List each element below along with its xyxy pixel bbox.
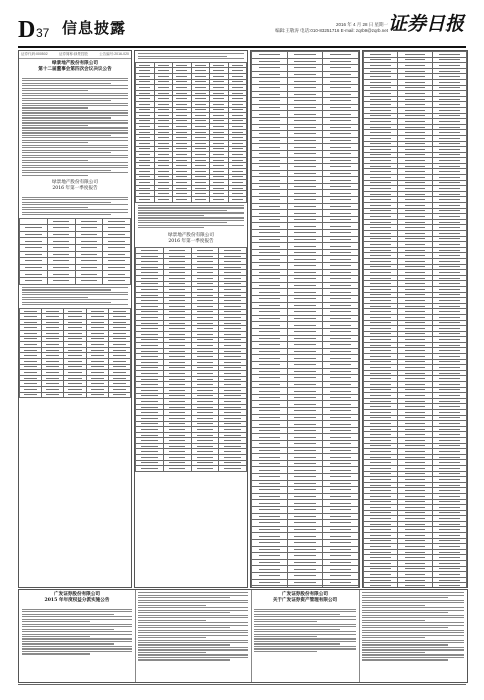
balance-sheet-table <box>251 51 359 588</box>
column-1 <box>18 50 132 588</box>
announcement-body <box>19 75 131 178</box>
issue-info <box>275 22 388 35</box>
financial-table-4 <box>135 247 247 472</box>
report-intro <box>19 194 131 217</box>
bottom-col-2-body <box>135 590 251 663</box>
report-notes <box>19 285 131 308</box>
asset-mgmt-company: 广发证券股份有限公司 <box>282 592 328 597</box>
stock-abbr: 证券简称:绿景控股 <box>58 52 88 56</box>
asset-mgmt-heading <box>251 590 359 606</box>
bottom-col-4-body <box>359 590 467 663</box>
announcement-company: 绿景地产股份有限公司 <box>52 61 98 66</box>
column-3 <box>250 50 360 588</box>
col2-report-title: 2016 年第一季度报告 <box>168 238 214 244</box>
dividend-body <box>19 606 135 657</box>
issue-contact: 编辑:王敬涛 电话:010-83251716 E-mail: zqrb9@zqrb.net <box>275 28 388 34</box>
bottom-announcements <box>18 589 468 683</box>
col2-intro-text <box>135 51 247 62</box>
page-letter: D <box>18 17 36 43</box>
bottom-col-1 <box>19 590 136 682</box>
asset-mgmt-body <box>251 606 359 654</box>
announcement-heading <box>19 59 131 75</box>
report-heading <box>19 178 131 194</box>
footer-rule <box>18 684 466 685</box>
page-number: 37 <box>36 26 50 40</box>
financial-table-1 <box>19 218 131 285</box>
income-statement-table <box>363 51 467 588</box>
column-4 <box>362 50 468 588</box>
bottom-col-4 <box>359 590 467 682</box>
masthead-rule <box>18 46 466 48</box>
col2-report-company: 绿景地产股份有限公司 <box>168 232 214 238</box>
stock-code: 证券代码:000502 <box>21 52 48 56</box>
bottom-col-3 <box>251 590 360 682</box>
issue-date: 2016 年 4 月 28 日 星期一 <box>335 22 388 27</box>
financial-table-3 <box>135 62 247 203</box>
dividend-company: 广发证券股份有限公司 <box>54 592 100 597</box>
stock-header <box>19 51 131 59</box>
column-2 <box>134 50 248 588</box>
col2-report-heading <box>135 231 247 247</box>
asset-mgmt-title: 关于广发证券资产管理有限公司 <box>272 598 338 604</box>
newspaper-logo: 证券日报 <box>387 13 464 35</box>
report-title: 2016 年第一季度报告 <box>52 186 98 192</box>
report-company: 绿景地产股份有限公司 <box>52 180 98 186</box>
bottom-col-2 <box>135 590 252 682</box>
section-title: 信息披露 <box>62 19 127 37</box>
dividend-title: 2015 年年度权益分派实施公告 <box>44 598 110 604</box>
financial-table-2 <box>19 308 131 399</box>
announcement-title: 第十二届董事会第四次会议决议公告 <box>38 67 112 73</box>
col2-mid-text <box>135 203 247 231</box>
dividend-heading <box>19 590 135 606</box>
notice-number: 公告编号:2016-020 <box>99 52 129 56</box>
masthead <box>0 0 484 46</box>
